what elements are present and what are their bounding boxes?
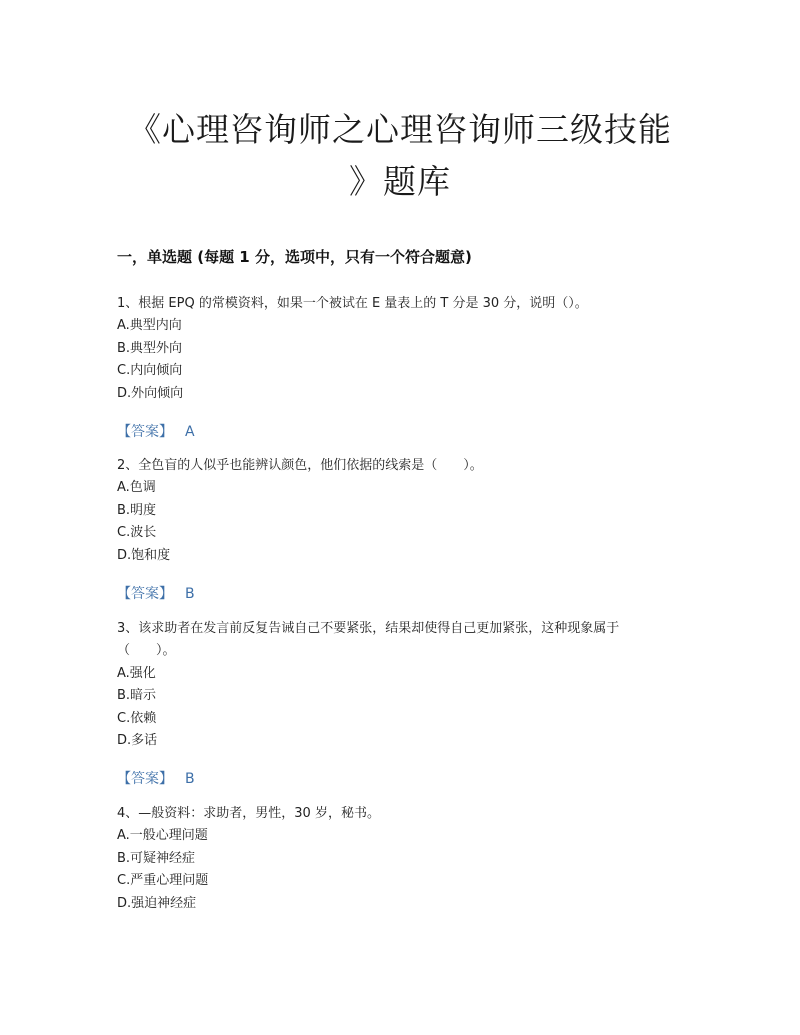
title-line-2: 》题库 (349, 162, 451, 201)
answer-value: A (185, 424, 195, 440)
question-text: 4、—般资料：求助者，男性，30 岁，秘书。 (117, 806, 380, 821)
question-3 (117, 618, 677, 752)
option-b: B.明度 (117, 502, 157, 518)
document-title (100, 104, 700, 208)
option-d: D.外向倾向 (117, 385, 184, 401)
option-a: A.一般心理问题 (117, 828, 208, 844)
option-c: C.内向倾向 (117, 363, 183, 379)
option-b: B.可疑神经症 (117, 850, 196, 866)
option-d: D.饱和度 (117, 547, 171, 563)
answer-2 (117, 583, 195, 603)
title-line-1: 《心理咨询师之心理咨询师三级技能 (128, 110, 672, 149)
option-c: C.波长 (117, 525, 157, 541)
answer-value: B (185, 586, 195, 602)
question-1 (117, 293, 677, 405)
question-text: 2、全色盲的人似乎也能辨认颜色，他们依据的线索是（ ）。 (117, 458, 483, 473)
question-text: 1、根据 EPQ 的常模资料，如果一个被试在 E 量表上的 T 分是 30 分，说明（）。 (117, 296, 588, 311)
answer-1 (117, 421, 195, 441)
option-c: C.严重心理问题 (117, 873, 209, 889)
section-heading: 一，单选题 (每题 1 分，选项中，只有一个符合题意) (117, 248, 472, 266)
option-d: D.强迫神经症 (117, 895, 197, 911)
option-a: A.强化 (117, 665, 156, 681)
question-text-continued: （ ）。 (117, 643, 176, 659)
answer-label: 【答案】 (117, 424, 173, 440)
option-b: B.暗示 (117, 688, 157, 704)
answer-value: B (185, 771, 195, 787)
answer-3 (117, 768, 195, 788)
answer-label: 【答案】 (117, 771, 173, 787)
option-c: C.依赖 (117, 710, 157, 726)
option-a: A.色调 (117, 480, 156, 496)
question-2 (117, 455, 677, 567)
option-b: B.典型外向 (117, 340, 183, 356)
question-4 (117, 803, 677, 915)
answer-label: 【答案】 (117, 586, 173, 602)
option-a: A.典型内向 (117, 318, 182, 334)
option-d: D.多话 (117, 733, 158, 749)
question-text: 3、该求助者在发言前反复告诫自己不要紧张，结果却使得自己更加紧张，这种现象属于 (117, 621, 620, 636)
